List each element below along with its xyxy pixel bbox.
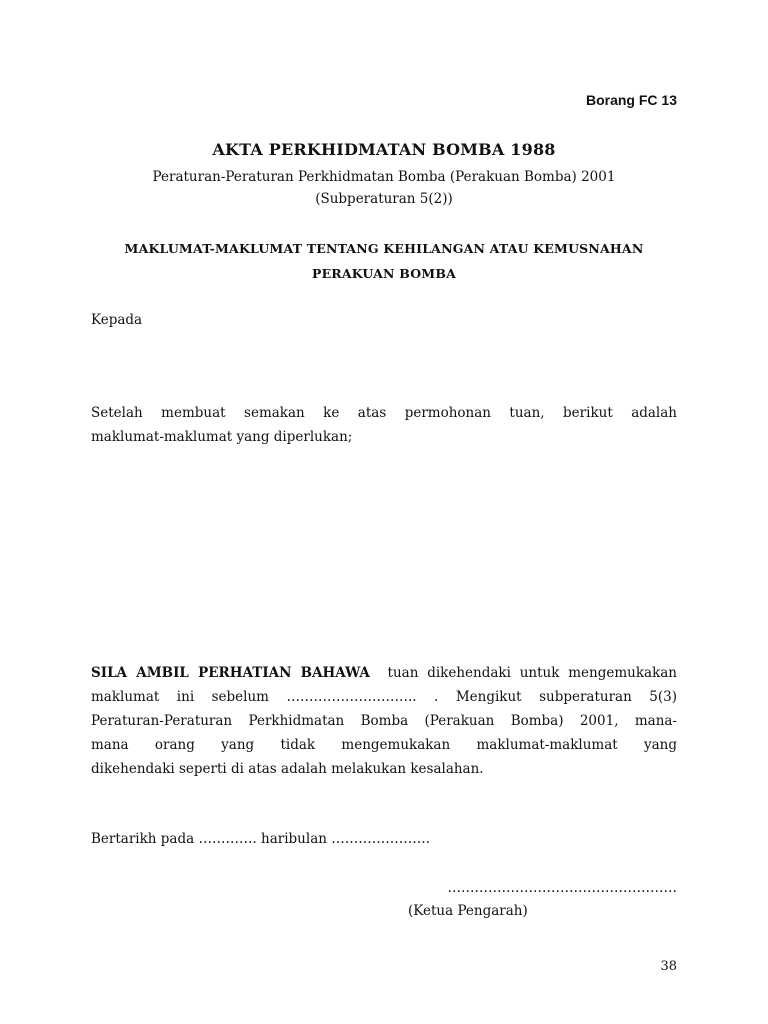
notice-paragraph-line: mana orang yang tidak mengemukakan maklumat-maklumat yang (91, 737, 677, 753)
subregulation-reference: (Subperaturan 5(2)) (315, 191, 453, 207)
intro-paragraph-line: maklumat-maklumat yang diperlukan; (91, 429, 353, 445)
notice-paragraph-line: maklumat ini sebelum ……………………….. . Mengikut subperaturan 5(3) (91, 689, 677, 705)
dated-line: Bertarikh pada …………. haribulan …………………. (91, 831, 431, 847)
signature-line: …………………………………………… (447, 880, 677, 896)
notice-paragraph-line: dikehendaki seperti di atas adalah melakukan kesalahan. (91, 761, 484, 777)
notice-paragraph-line (91, 661, 677, 685)
salutation: Kepada (91, 312, 143, 328)
form-code: Borang FC 13 (585, 92, 677, 108)
signatory-title: (Ketua Pengarah) (408, 903, 528, 919)
notice-bold-lead: SILA AMBIL PERHATIAN BAHAWA (91, 665, 370, 681)
notice-paragraph (91, 661, 677, 781)
intro-paragraph-line: Setelah membuat semakan ke atas permohonan tuan, berikut adalah (91, 405, 677, 421)
regulation-title: Peraturan-Peraturan Perkhidmatan Bomba (Perakuan Bomba) 2001 (152, 169, 616, 185)
notice-paragraph-line: Peraturan-Peraturan Perkhidmatan Bomba (Perakuan Bomba) 2001, mana- (91, 713, 677, 729)
document-heading-line-2: PERAKUAN BOMBA (311, 266, 456, 281)
page-number: 38 (660, 959, 677, 974)
intro-paragraph (91, 401, 677, 449)
document-heading-line-1: MAKLUMAT-MAKLUMAT TENTANG KEHILANGAN ATAU KEMUSNAHAN (124, 241, 644, 256)
notice-line-1-rest: tuan dikehendaki untuk mengemukakan (387, 665, 677, 681)
act-title: AKTA PERKHIDMATAN BOMBA 1988 (212, 140, 556, 159)
document-heading (91, 236, 677, 286)
